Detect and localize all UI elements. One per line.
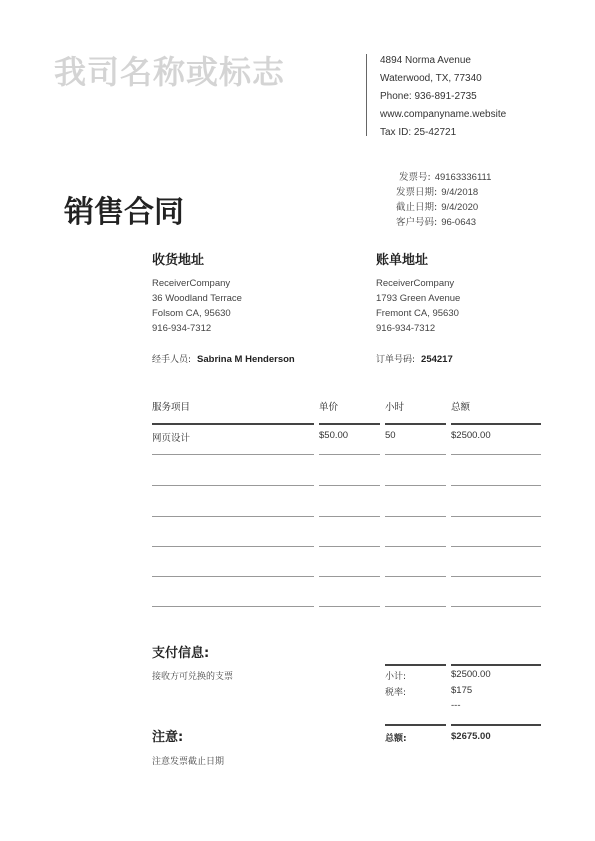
table-row-rule	[152, 454, 314, 455]
order-label: 订单号码:	[376, 355, 416, 365]
shipping-phone: 916-934-7312	[152, 323, 212, 334]
company-address-line1: 4894 Norma Avenue	[380, 55, 471, 66]
table-row-rule	[152, 546, 314, 547]
due-date-row	[396, 200, 491, 215]
invoice-meta	[396, 170, 491, 230]
shipping-heading: 收货地址	[152, 253, 205, 268]
table-row-rule	[385, 546, 446, 547]
table-row-rule	[451, 606, 541, 607]
table-row-rule	[451, 576, 541, 577]
table-row-rule	[385, 516, 446, 517]
handler-field	[152, 352, 295, 365]
customer-number: 96-0643	[441, 217, 477, 228]
invoice-number: 49163336111	[434, 172, 492, 183]
billing-street: 1793 Green Avenue	[376, 293, 461, 304]
table-row-rule	[385, 454, 446, 455]
header-rule	[451, 423, 541, 425]
company-info	[380, 52, 506, 142]
table-row-rule	[451, 485, 541, 486]
order-field	[376, 352, 453, 365]
company-phone: Phone: 936-891-2735	[380, 91, 477, 102]
billing-address	[376, 276, 460, 336]
invoice-date-row	[396, 185, 491, 200]
table-row-rule	[319, 546, 380, 547]
tax-value: $175	[451, 685, 473, 696]
customer-number-label: 客户号码:	[396, 217, 438, 228]
header-rule	[152, 423, 314, 425]
col-header-service: 服务项目	[152, 402, 191, 413]
table-row-rule	[451, 546, 541, 547]
table-row-rule	[319, 576, 380, 577]
table-row-rule	[385, 606, 446, 607]
subtotal-label: 小计:	[385, 672, 407, 682]
summary-rule	[451, 664, 541, 666]
tax-extra: ---	[451, 700, 461, 711]
row1-total: $2500.00	[451, 430, 491, 441]
order-value: 254217	[421, 354, 453, 365]
subtotal-value: $2500.00	[451, 669, 491, 680]
payment-heading: 支付信息:	[152, 646, 210, 661]
col-header-unit-price: 单价	[319, 402, 339, 413]
table-row-rule	[152, 516, 314, 517]
tax-label: 税率:	[385, 688, 407, 698]
handler-value: Sabrina M Henderson	[197, 354, 295, 365]
customer-number-row	[396, 215, 491, 230]
table-row-rule	[152, 576, 314, 577]
notice-text: 注意发票截止日期	[152, 757, 225, 767]
company-tax-id: Tax ID: 25-42721	[380, 127, 457, 138]
invoice-number-label: 发票号:	[399, 172, 431, 183]
shipping-street: 36 Woodland Terrace	[152, 293, 242, 304]
table-row-rule	[385, 485, 446, 486]
total-rule	[385, 724, 446, 726]
billing-name: ReceiverCompany	[376, 278, 455, 289]
table-row-rule	[319, 454, 380, 455]
summary-rule	[385, 664, 446, 666]
header-rule	[319, 423, 380, 425]
table-row-rule	[451, 454, 541, 455]
company-address-line2: Waterwood, TX, 77340	[380, 73, 482, 84]
total-label: 总额:	[385, 734, 407, 744]
table-row-rule	[385, 576, 446, 577]
table-row-rule	[319, 516, 380, 517]
handler-label: 经手人员:	[152, 355, 192, 365]
company-website[interactable]: www.companyname.website	[380, 109, 507, 120]
header-rule	[385, 423, 446, 425]
row1-service: 网页设计	[152, 433, 191, 444]
invoice-date-label: 发票日期:	[396, 187, 438, 198]
billing-heading: 账单地址	[376, 253, 429, 268]
row1-hours: 50	[385, 430, 396, 441]
table-row-rule	[319, 485, 380, 486]
document-title: 销售合同	[64, 195, 184, 230]
total-rule	[451, 724, 541, 726]
due-date: 9/4/2020	[441, 202, 479, 213]
shipping-city: Folsom CA, 95630	[152, 308, 231, 319]
table-row-rule	[451, 516, 541, 517]
col-header-hours: 小时	[385, 402, 405, 413]
shipping-address	[152, 276, 242, 336]
divider	[366, 54, 367, 136]
col-header-total: 总额	[451, 402, 471, 413]
billing-phone: 916-934-7312	[376, 323, 436, 334]
notice-heading: 注意:	[152, 730, 184, 745]
table-row-rule	[152, 606, 314, 607]
table-row-rule	[319, 606, 380, 607]
total-value: $2675.00	[451, 731, 491, 742]
company-logo: 我司名称或标志	[54, 53, 286, 91]
table-row-rule	[152, 485, 314, 486]
invoice-number-row	[396, 170, 491, 185]
shipping-name: ReceiverCompany	[152, 278, 231, 289]
invoice-date: 9/4/2018	[441, 187, 479, 198]
row1-unit-price: $50.00	[319, 430, 349, 441]
due-date-label: 截止日期:	[396, 202, 438, 213]
billing-city: Fremont CA, 95630	[376, 308, 459, 319]
payment-text: 接收方可兑换的支票	[152, 672, 234, 682]
